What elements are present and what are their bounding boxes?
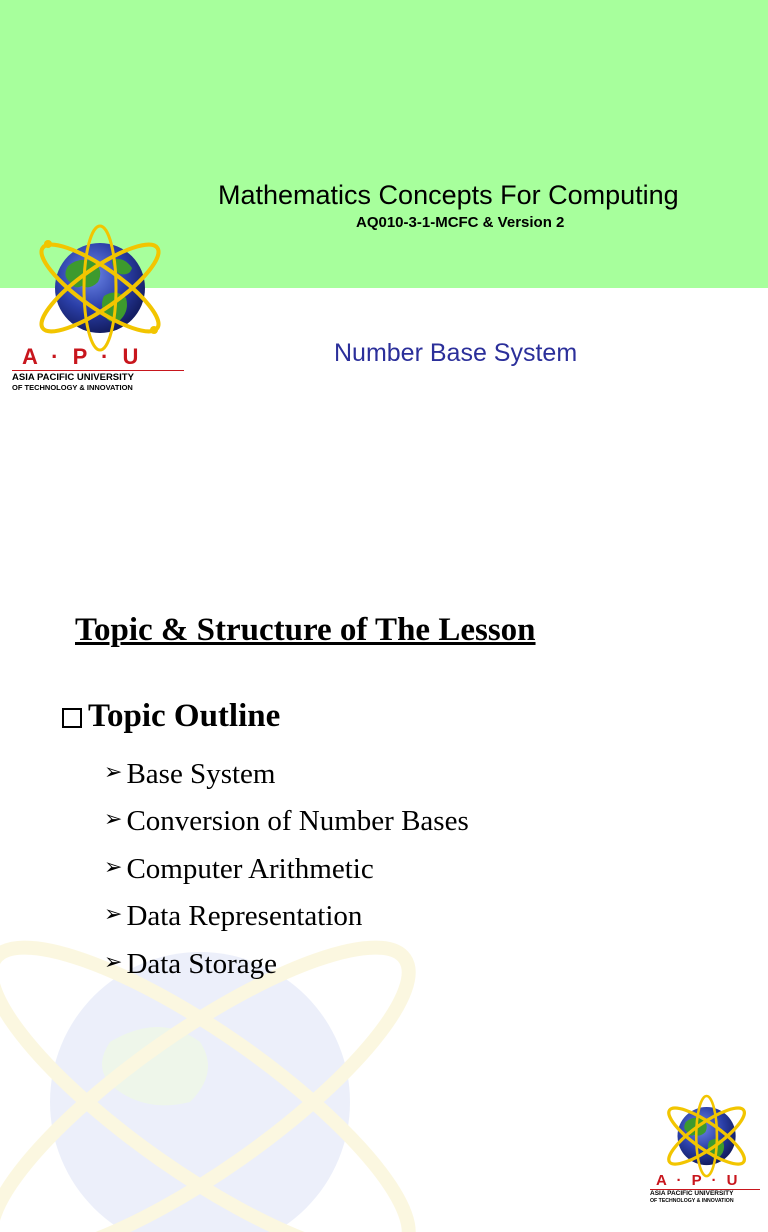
list-item-label: Data Representation <box>126 900 363 933</box>
checkbox-icon <box>62 708 82 728</box>
apu-letters: A · P · U <box>22 344 143 369</box>
arrow-right-icon: ➢ <box>104 902 123 928</box>
topic-outline-heading <box>62 698 280 735</box>
course-code: AQ010-3-1-MCFC & Version 2 <box>356 214 565 231</box>
list-item <box>104 798 469 846</box>
apu-name-line1: ASIA PACIFIC UNIVERSITY <box>650 1190 734 1197</box>
arrow-right-icon: ➢ <box>104 807 123 833</box>
list-item-label: Computer Arithmetic <box>126 852 374 885</box>
arrow-right-icon: ➢ <box>104 949 123 975</box>
apu-name-line2: OF TECHNOLOGY & INNOVATION <box>12 383 133 392</box>
apu-logo-small <box>646 1096 762 1208</box>
section-title: Number Base System <box>334 339 578 367</box>
list-item-label: Data Storage <box>126 947 278 980</box>
list-item <box>104 940 469 988</box>
topic-list <box>104 750 469 988</box>
topic-outline-label: Topic Outline <box>88 698 281 734</box>
arrow-right-icon: ➢ <box>104 854 123 880</box>
list-item-label: Base System <box>126 757 276 790</box>
outline-slide <box>0 512 768 1204</box>
apu-name-line1: ASIA PACIFIC UNIVERSITY <box>12 372 134 383</box>
apu-letters: A · P · U <box>656 1172 741 1189</box>
globe-orbit-icon <box>8 226 184 356</box>
apu-logo <box>8 226 184 394</box>
list-item <box>104 845 469 893</box>
globe-orbit-icon <box>646 1096 762 1180</box>
list-item <box>104 893 469 941</box>
arrow-right-icon: ➢ <box>104 759 123 785</box>
course-title: Mathematics Concepts For Computing <box>218 180 679 210</box>
lesson-title: Topic & Structure of The Lesson <box>75 612 536 648</box>
title-slide <box>0 0 768 512</box>
apu-name-line2: OF TECHNOLOGY & INNOVATION <box>650 1198 734 1204</box>
list-item <box>104 750 469 798</box>
logo-divider <box>12 370 184 371</box>
list-item-label: Conversion of Number Bases <box>126 805 469 838</box>
